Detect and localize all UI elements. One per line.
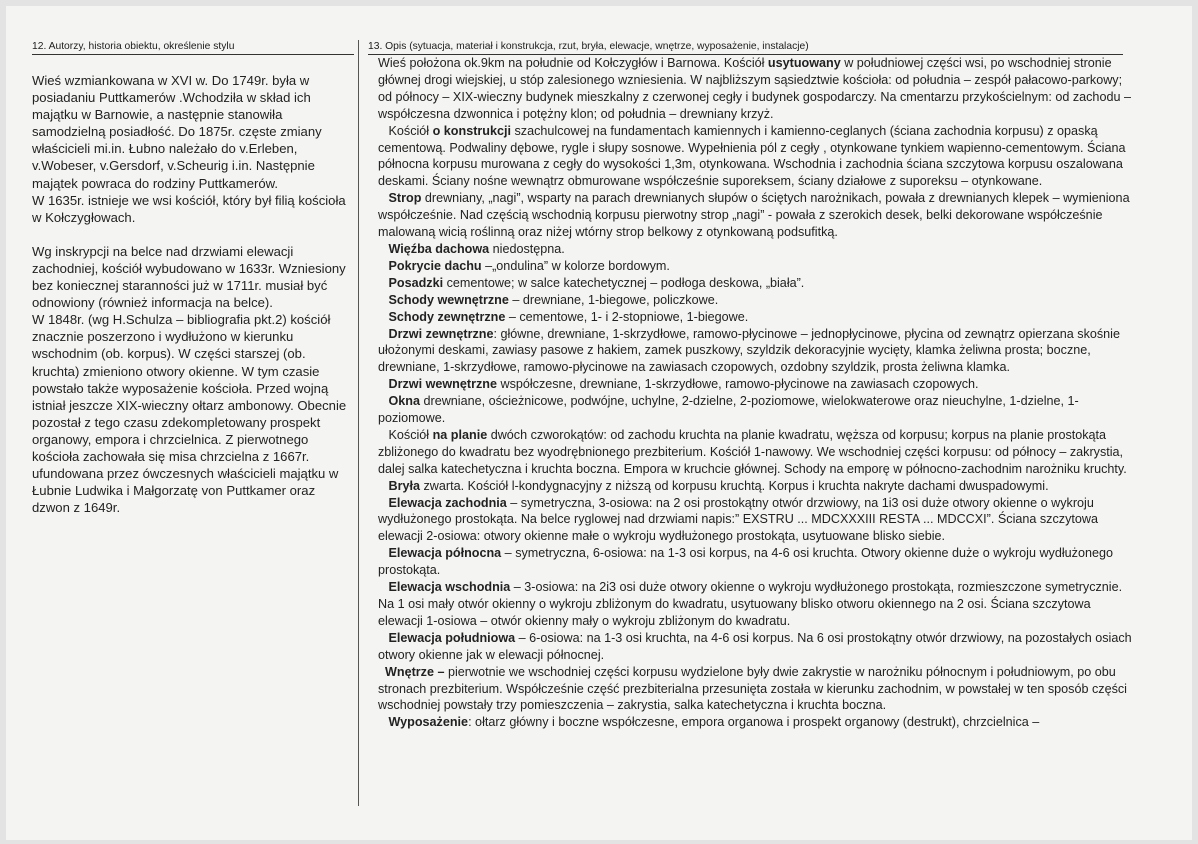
desc-plan: Kościół na planie dwóch czworokątów: od zachodu kruchta na planie kwadratu, węższa od korpusu; korpus na planie prostokąta zbliżonego do kwadratu bez wyodrębnionego prezbiterium. Kościół 1-nawowy. We wschodniej części korpusu: od północy – zakrystia, dalej salka katechetyczna i kruchta boczna. Empora w kruchcie głównej. Schody na emporę w północno-zachodnim narożniku kruchty.: [378, 427, 1127, 476]
desc-inner-stairs: Schody wewnętrzne – drewniane, 1-biegowe, policzkowe.: [388, 292, 719, 307]
desc-situation: Wieś położona ok.9km na południe od Kołczygłów i Barnowa. Kościół usytuowany w południowej części wsi, po wschodniej stronie głównej drogi wiejskiej, u stóp zalesionego wzniesienia. W najbliższym sąsiedztwie kościoła: od południa – zespół pałacowo-parkowy; od północy – XIX-wieczny budynek mieszkalny z czerwonej cegły i budynek gospodarczy. Na cmentarzu przykościelnym: od zachodu – współczesna dzwonnica i potężny klon; od południa – drewniany krzyż.: [378, 56, 1131, 121]
description-column: [378, 55, 1132, 731]
desc-south-elevation: Elewacja południowa – 6-osiowa: na 1-3 osi kruchta, na 4-6 osi korpus. Na 6 osi prostokątny otwór drzwiowy, na pozostałych osiach otwory okienne jak w elewacji północnej.: [378, 630, 1132, 662]
section-12-header: 12. Autorzy, historia obiektu, określenie stylu: [32, 40, 354, 55]
history-paragraph-4: W 1848r. (wg H.Schulza – bibliografia pkt.2) kościół znacznie poszerzono i wydłużono w kierunku wschodnim (ob. korpus). W części starszej (ob. kruchta) zmieniono otwory okienne. W tym czasie powstało także wyposażenie kościoła. Przed wojną istniał jeszcze XIX-wieczny ołtarz ambonowy. Obecnie pozostał z tego czasu zdekompletowany prospekt organowy, empora i chrzcielnica. Z pierwotnego kościoła zachowała się misa chrzcielna z 1667r. ufundowana przez ówczesnych właścicieli majątku w Łubnie Ludwika i Małgorzatę von Puttkamer oraz dzwon z 1649r.: [32, 312, 347, 516]
desc-windows: Okna drewniane, ościeżnicowe, podwójne, uchylne, 2-dzielne, 2-poziomowe, wielokwaterowe oraz nieuchylne, 1-dzielne, 1-poziomowe.: [378, 394, 1079, 426]
history-paragraph-2: W 1635r. istnieje we wsi kościół, który był filią kościoła w Kołczygłowach.: [32, 192, 346, 225]
section-13-header: 13. Opis (sytuacja, materiał i konstrukcja, rzut, bryła, elewacje, wnętrze, wyposażenie, instalacje): [368, 40, 1123, 55]
desc-outer-doors: Drzwi zewnętrzne: główne, drewniane, 1-skrzydłowe, ramowo-płycinowe – jednopłycinowe, płycina od zewnątrz opierzana skośnie ułożonymi deskami, zawiasy pasowe z hakiem, zamek puszkowy, szyldzik dekoracyjnie wycięty, klamka żeliwna prosta; boczne, drewniane, 1-skrzydłowe, ramowo-płycinowe na zawiasach czopowych, ozdobny szyldzik, prosta żeliwna klamka.: [378, 326, 1120, 375]
desc-outer-stairs: Schody zewnętrzne – cementowe, 1- i 2-stopniowe, 1-biegowe.: [388, 309, 749, 324]
history-paragraph-1: Wieś wzmiankowana w XVI w. Do 1749r. była w posiadaniu Puttkamerów .Wchodziła w skład ich majątku w Barnowie, a następnie stanowiła samodzielną posiadłość. Do 1875r. częste zmiany właścicieli mi.in. Łubno należało do v.Erleben, v.Wobeser, v.Gersdorf, v.Scheurig i.in. Następnie majątek powraca do rodziny Puttkamerów.: [32, 73, 322, 191]
document-page: [6, 6, 1192, 840]
desc-east-elevation: Elewacja wschodnia – 3-osiowa: na 2i3 osi duże otwory okienne o wykroju wydłużonego prostokąta, rozmieszczone symetrycznie. Na 1 osi mały otwór okienny o wykroju zbliżonym do kwadratu, usytuowany blisko otworu okiennego na 2 osi. Ściana szczytowa elewacji 1-osiowa – otwór okienny mały o wykroju zbliżonym do kwadratu.: [378, 580, 1123, 628]
desc-inner-doors: Drzwi wewnętrzne współczesne, drewniane, 1-skrzydłowe, ramowo-płycinowe na zawiasach czopowych.: [388, 377, 979, 392]
desc-body: Bryła zwarta. Kościół l-kondygnacyjny z niższą od korpusu kruchtą. Korpus i kruchta nakryte dachami dwuspadowymi.: [388, 478, 1049, 493]
desc-north-elevation: Elewacja północna – symetryczna, 6-osiowa: na 1-3 osi korpus, na 4-6 osi kruchta. Otwory okienne duże o wykroju wydłużonego prostokąta.: [378, 546, 1113, 578]
desc-construction: Kościół o konstrukcji szachulcowej na fundamentach kamiennych i kamienno-ceglanych (ściana zachodnia korpusu) z opaską cementową. Podwaliny dębowe, rygle i słupy sosnowe. Wypełnienia pól z cegły , otynkowane tynkiem wapienno-cementowym. Ściana północna korpusu murowana z cegły do wysokości 1,3m, otynkowana. Wschodnia i zachodnia ściana szczytowa korpusu oszalowana deskami. Ściany nośne wewnątrz obmurowane współcześnie suporeksem, ściany działowe z suporeksu – otynkowane.: [378, 123, 1126, 189]
column-divider: [358, 40, 359, 806]
desc-furnishings: Wyposażenie: ołtarz główny i boczne współczesne, empora organowa i prospekt organowy (destrukt), chrzcielnica –: [388, 715, 1040, 730]
desc-roofing: Pokrycie dachu –„ondulina” w kolorze bordowym.: [388, 258, 670, 273]
desc-roof-truss: Więźba dachowa niedostępna.: [388, 241, 565, 256]
desc-ceiling: Strop drewniany, „nagi”, wsparty na parach drewnianych słupów o ściętych narożnikach, powała z drewnianych klepek – wymieniona współcześnie. Nad częścią wschodnią korpusu pierwotny strop „nagi” - powała z szerokich desek, belki dekorowane współcześnie malowaną wicią roślinną oraz niżej wtórny strop belkowy z otynkowaną podsufitką.: [378, 191, 1130, 240]
desc-floors: Posadzki cementowe; w salce katechetycznej – podłoga deskowa, „biała”.: [388, 275, 805, 290]
history-column: [32, 72, 354, 516]
desc-west-elevation: Elewacja zachodnia – symetryczna, 3-osiowa: na 2 osi prostokątny otwór drzwiowy, na 1i3 osi duże otwory okienne o wykroju wydłużonego prostokąta. Na belce ryglowej nad drzwiami napis:” EXSTRU ... MDCXXXIII RESTA ... MDCCXI”. Ściana szczytowa elewacji 2-osiowa: otwory okienne małe o wykroju wydłużonego prostokąta, usytuowane blisko siebie.: [378, 495, 1098, 544]
desc-interior: Wnętrze – pierwotnie we wschodniej części korpusu wydzielone były dwie zakrystie w narożniku północnym i południowym, po obu stronach prezbiterium. Współcześnie część prezbiterialna przesunięta została w kierunku zachodnim, w powstałej w ten sposób części wschodniej powstały trzy pomieszczenia – zakrystia, salka katechetyczna i kruchta boczna.: [378, 664, 1127, 713]
history-paragraph-3: Wg inskrypcji na belce nad drzwiami elewacji zachodniej, kościół wybudowano w 1633r. Wzniesiony bez koniecznej staranności już w 1711r. musiał być odnowiony (również informacja na belce).: [32, 243, 346, 311]
